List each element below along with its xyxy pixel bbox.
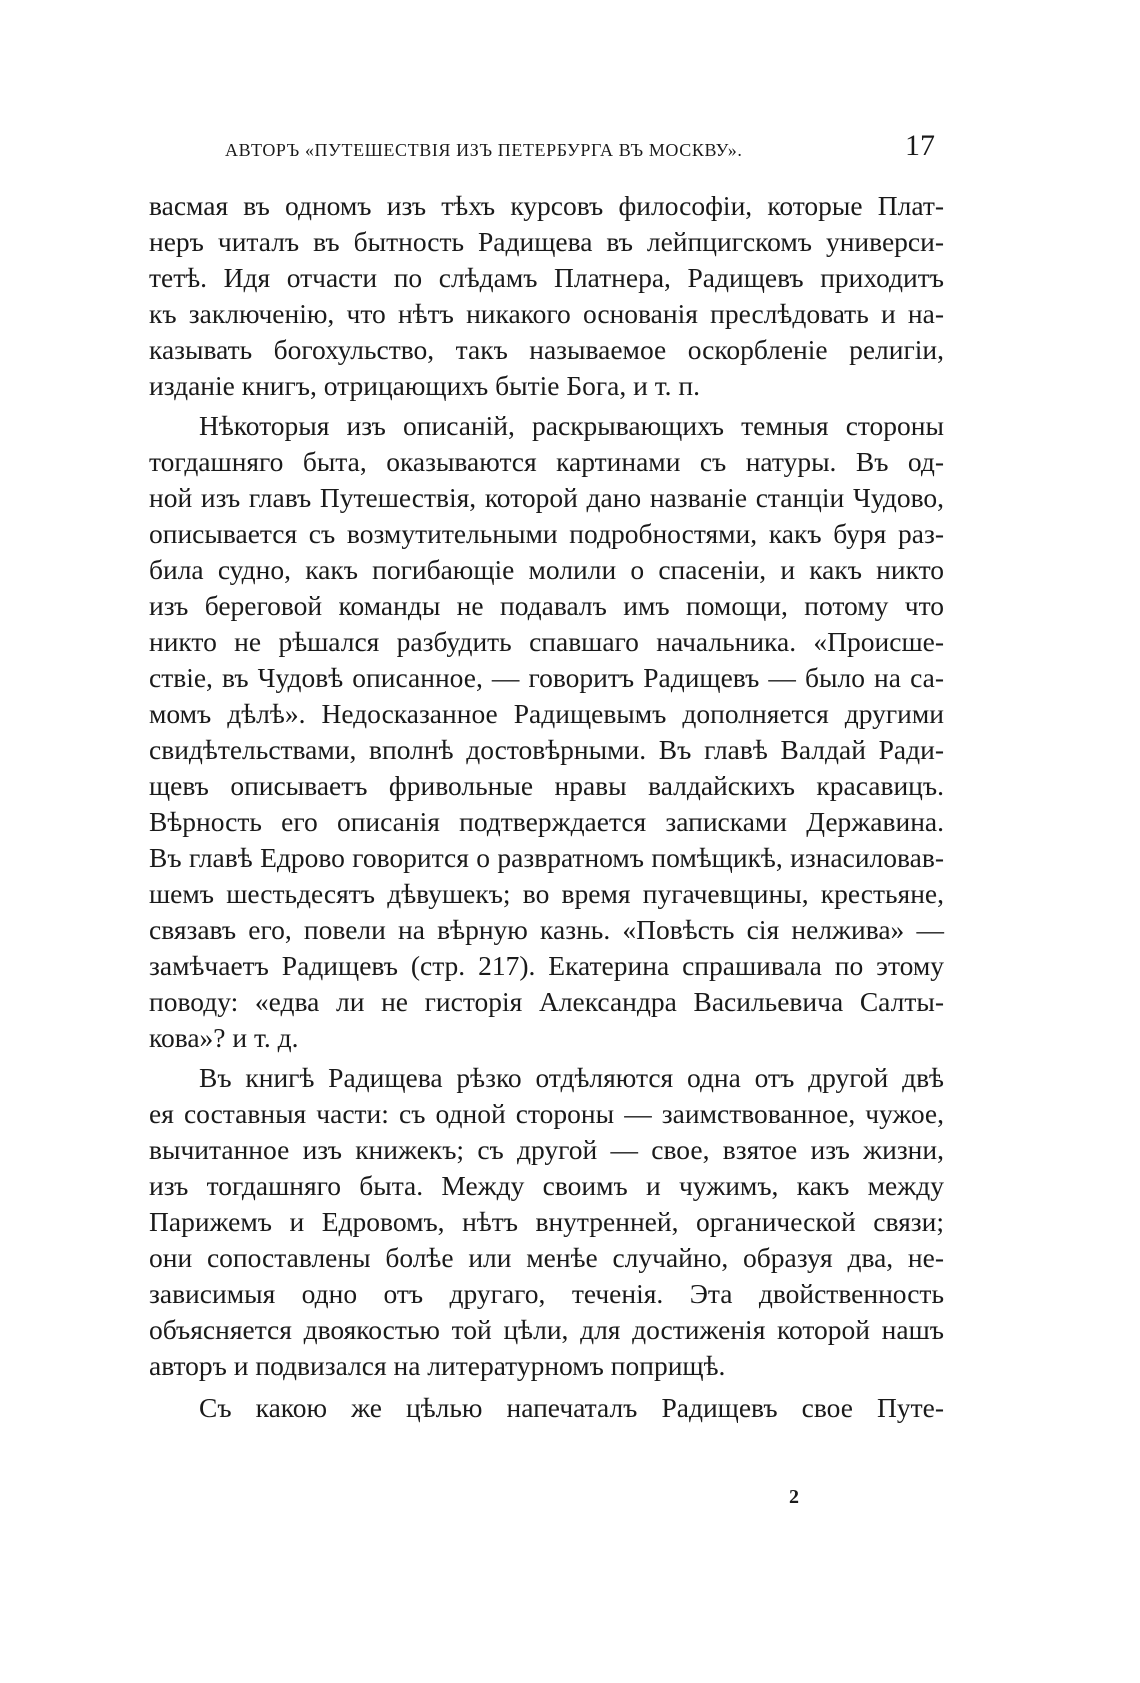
paragraph-start-line: Съ какою же цѣлью напечаталъ Радищевъ свое Путе- — [199, 1392, 944, 1423]
text-line: объясняется двоякостью той цѣли, для достиженія которой нашъ — [149, 1314, 944, 1345]
text-line: Парижемъ и Едровомъ, нѣтъ внутренней, органической связи; — [149, 1206, 944, 1237]
text-line: къ заключенію, что нѣтъ никакого основанія преслѣдовать и на- — [149, 298, 944, 329]
text-line: Вѣрность его описанія подтверждается записками Державина. — [149, 806, 944, 837]
signature-mark: 2 — [789, 1486, 799, 1508]
text-line: изъ береговой команды не подавалъ имъ помощи, потому что — [149, 590, 944, 621]
page-number: 17 — [905, 129, 935, 162]
text-line: никто не рѣшался разбудить спавшаго начальника. «Происше- — [149, 626, 944, 657]
text-line: васмая въ одномъ изъ тѣхъ курсовъ философіи, которые Плат- — [149, 190, 944, 221]
text-line: замѣчаетъ Радищевъ (стр. 217). Екатерина спрашивала по этому — [149, 950, 944, 981]
text-line: ея составныя части: съ одной стороны — заимствованное, чужое, — [149, 1098, 944, 1129]
text-line: тогдашняго быта, оказываются картинами съ натуры. Въ од- — [149, 446, 944, 477]
text-line: кова»? и т. д. — [149, 1022, 299, 1053]
text-line: описывается съ возмутительными подробностями, какъ буря раз- — [149, 518, 944, 549]
text-line: щевъ описываетъ фривольные нравы валдайскихъ красавицъ. — [149, 770, 944, 801]
text-line: изъ тогдашняго быта. Между своимъ и чужимъ, какъ между — [149, 1170, 944, 1201]
running-head: АВТОРЪ «ПУТЕШЕСТВІЯ ИЗЪ ПЕТЕРБУРГА ВЪ МОСКВУ». — [225, 140, 743, 160]
text-line: казывать богохульство, такъ называемое оскорбленіе религіи, — [149, 334, 944, 365]
text-line: Въ главѣ Едрово говорится о развратномъ помѣщикѣ, изнасиловав- — [149, 842, 944, 873]
text-line: момъ дѣлѣ». Недосказанное Радищевымъ дополняется другими — [149, 698, 944, 729]
text-line: зависимыя одно отъ другаго, теченія. Эта двойственность — [149, 1278, 944, 1309]
text-line: ной изъ главъ Путешествія, которой дано названіе станціи Чудово, — [149, 482, 944, 513]
text-line: связавъ его, повели на вѣрную казнь. «Повѣсть сія нелжива» — — [149, 914, 944, 945]
text-line: шемъ шестьдесятъ дѣвушекъ; во время пугачевщины, крестьяне, — [149, 878, 944, 909]
text-line: авторъ и подвизался на литературномъ поприщѣ. — [149, 1350, 726, 1381]
text-line: била судно, какъ погибающіе молили о спасеніи, и какъ никто — [149, 554, 944, 585]
text-line: вычитанное изъ книжекъ; съ другой — свое, взятое изъ жизни, — [149, 1134, 944, 1165]
text-line: изданіе книгъ, отрицающихъ бытіе Бога, и т. п. — [149, 370, 700, 401]
paragraph-start-line: Нѣкоторыя изъ описаній, раскрывающихъ темныя стороны — [199, 410, 944, 441]
text-line: поводу: «едва ли не гисторія Александра Васильевича Салты- — [149, 986, 944, 1017]
text-line: неръ читалъ въ бытность Радищева въ лейпцигскомъ универси- — [149, 226, 944, 257]
text-line: тетѣ. Идя отчасти по слѣдамъ Платнера, Радищевъ приходитъ — [149, 262, 944, 293]
text-line: свидѣтельствами, вполнѣ достовѣрными. Въ главѣ Валдай Ради- — [149, 734, 944, 765]
text-line: они сопоставлены болѣе или менѣе случайно, образуя два, не- — [149, 1242, 944, 1273]
paragraph-start-line: Въ книгѣ Радищева рѣзко отдѣляются одна отъ другой двѣ — [199, 1062, 944, 1093]
text-line: ствіе, въ Чудовѣ описанное, — говоритъ Радищевъ — было на са- — [149, 662, 944, 693]
